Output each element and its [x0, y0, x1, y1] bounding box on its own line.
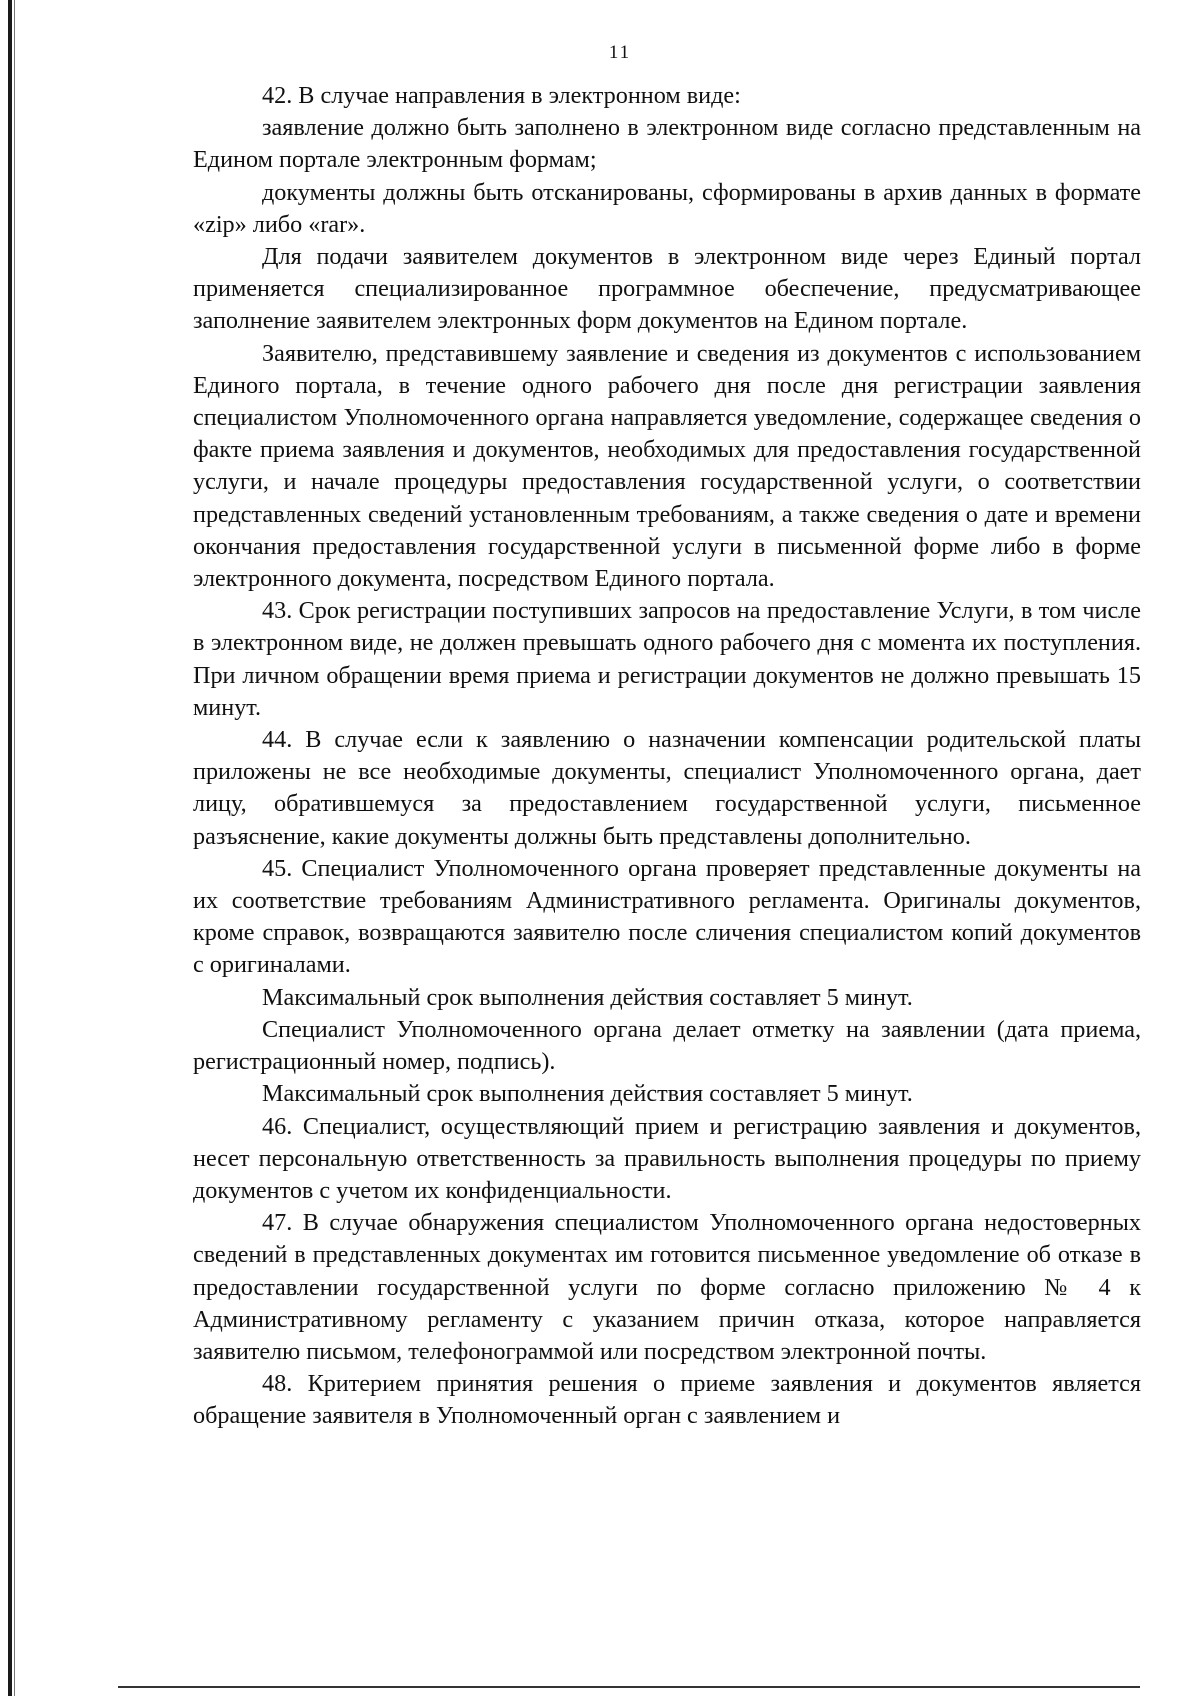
page-number: 11 [608, 42, 632, 63]
paragraph-45-mark: Специалист Уполномоченного органа делает отметку на заявлении (дата приема, регистрационный номер, подпись). [193, 1015, 1141, 1076]
paragraph-42-documents: документы должны быть отсканированы, сформированы в архив данных в формате «zip» либо «rar». [193, 178, 1141, 238]
paragraph-45-max-time-1: Максимальный срок выполнения действия составляет 5 минут. [262, 983, 913, 1011]
bottom-divider [118, 1686, 1140, 1688]
scan-left-edge [8, 0, 12, 1696]
paragraph-46: 46. Специалист, осуществляющий прием и регистрацию заявления и документов, несет персональную ответственность за правильность выполнения процедуры по приему документов с учетом их конфиденциальности. [193, 1112, 1141, 1204]
paragraph-47: 47. В случае обнаружения специалистом Уполномоченного органа недостоверных сведений в представленных документах им готовится письменное уведомление об отказе в предоставлении государственной услуги по форме согласно приложению № 4 к Административному регламенту с указанием причин отказа, которое направляется заявителю письмом, телефонограммой или посредством электронной почты. [193, 1209, 1141, 1365]
paragraph-42: 42. В случае направления в электронном виде: [262, 82, 741, 109]
document-body [193, 80, 1141, 1433]
paragraph-45-max-time-2: Максимальный срок выполнения действия составляет 5 минут. [262, 1080, 913, 1108]
paragraph-42-software: Для подачи заявителем документов в электронном виде через Единый портал применяется специализированное программное обеспечение, предусматривающее заполнение заявителем электронных форм документов на Едином портале. [193, 243, 1141, 335]
paragraph-48: 48. Критерием принятия решения о приеме заявления и документов является обращение заявителя в Уполномоченный орган с заявлением и [193, 1370, 1141, 1430]
paragraph-42-application: заявление должно быть заполнено в электронном виде согласно представленным на Едином портале электронным формам; [193, 114, 1141, 174]
paragraph-44: 44. В случае если к заявлению о назначении компенсации родительской платы приложены не все необходимые документы, специалист Уполномоченного органа, дает лицу, обратившемуся за предоставлением государственной услуги, письменное разъяснение, какие документы должны быть представлены дополнительно. [193, 726, 1141, 850]
paragraph-43: 43. Срок регистрации поступивших запросов на предоставление Услуги, в том числе в электронном виде, не должен превышать одного рабочего дня с момента их поступления. При личном обращении время приема и регистрации документов не должно превышать 15 минут. [193, 597, 1141, 721]
scan-left-edge-shadow [14, 0, 15, 1696]
paragraph-42-notification: Заявителю, представившему заявление и сведения из документов с использованием Единого портала, в течение одного рабочего дня после дня регистрации заявления специалистом Уполномоченного органа направляется уведомление, содержащее сведения о факте приема заявления и документов, необходимых для предоставления государственной услуги, и начале процедуры предоставления государственной услуги, о соответствии представленных сведений установленным требованиям, а также сведения о дате и времени окончания предоставления государственной услуги в письменной форме либо в форме электронного документа, посредством Единого портала. [193, 339, 1141, 593]
paragraph-45: 45. Специалист Уполномоченного органа проверяет представленные документы на их соответствие требованиям Административного регламента. Оригиналы документов, кроме справок, возвращаются заявителю после сличения специалистом копий документов с оригиналами. [193, 854, 1141, 979]
